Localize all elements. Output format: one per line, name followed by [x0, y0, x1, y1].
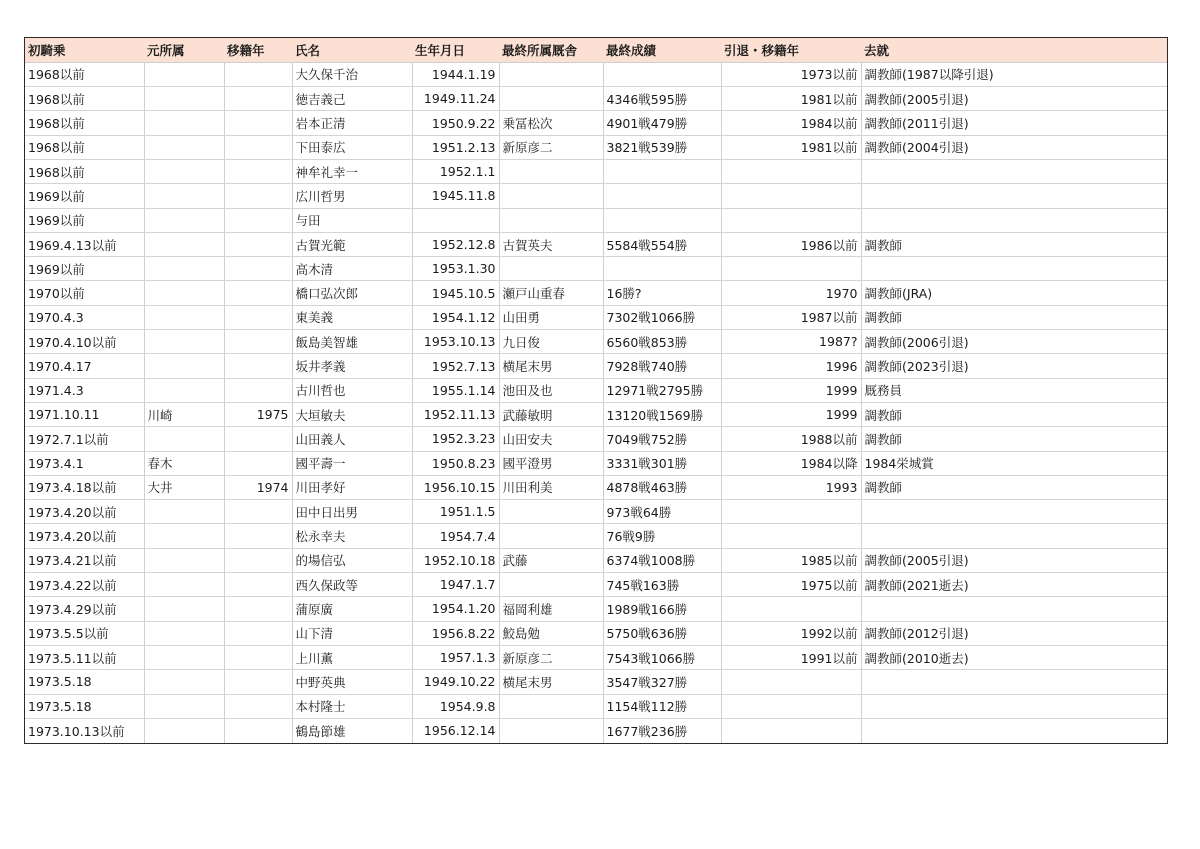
cell-retire-year[interactable]: 1993: [721, 475, 861, 499]
cell-name[interactable]: 神牟礼幸一: [292, 159, 412, 183]
cell-retire-year[interactable]: [721, 159, 861, 183]
cell-last-stable[interactable]: 新原彦二: [499, 645, 603, 669]
cell-last-stable[interactable]: 鮫島勉: [499, 621, 603, 645]
cell-transfer-year[interactable]: [224, 62, 292, 86]
cell-birth-date[interactable]: 1950.8.23: [412, 451, 499, 475]
cell-first-ride[interactable]: 1968以前: [25, 135, 144, 159]
cell-birth-date[interactable]: 1951.2.13: [412, 135, 499, 159]
table-row: [25, 354, 1167, 378]
cell-birth-date[interactable]: 1949.10.22: [412, 670, 499, 694]
cell-transfer-year[interactable]: [224, 597, 292, 621]
cell-last-stable[interactable]: 乗冨松次: [499, 111, 603, 135]
cell-last-stable[interactable]: [499, 694, 603, 718]
cell-name[interactable]: 本村隆士: [292, 694, 412, 718]
cell-final-record[interactable]: 13120戦1569勝: [603, 402, 721, 426]
cell-final-record[interactable]: 7928戦740勝: [603, 354, 721, 378]
cell-retire-year[interactable]: [721, 500, 861, 524]
cell-retire-year[interactable]: [721, 718, 861, 742]
cell-former-affiliation[interactable]: [144, 597, 224, 621]
cell-name[interactable]: 東美義: [292, 305, 412, 329]
cell-career-after[interactable]: 調教師(2005引退): [861, 87, 1167, 111]
cell-transfer-year[interactable]: [224, 330, 292, 354]
table-row: [25, 597, 1167, 621]
cell-birth-date[interactable]: 1953.1.30: [412, 257, 499, 281]
cell-birth-date[interactable]: 1954.1.12: [412, 305, 499, 329]
cell-former-affiliation[interactable]: [144, 500, 224, 524]
cell-transfer-year[interactable]: [224, 281, 292, 305]
table-row: [25, 451, 1167, 475]
cell-first-ride[interactable]: 1971.4.3: [25, 378, 144, 402]
cell-career-after[interactable]: 調教師: [861, 427, 1167, 451]
cell-name[interactable]: 下田泰広: [292, 135, 412, 159]
cell-name[interactable]: 國平壽一: [292, 451, 412, 475]
header-career-after[interactable]: 去就: [861, 38, 1167, 62]
table-row: [25, 500, 1167, 524]
cell-birth-date[interactable]: 1952.10.18: [412, 548, 499, 572]
cell-transfer-year[interactable]: [224, 573, 292, 597]
table-row: [25, 475, 1167, 499]
cell-last-stable[interactable]: [499, 159, 603, 183]
header-last-stable[interactable]: 最終所属厩舎: [499, 38, 603, 62]
cell-last-stable[interactable]: 瀬戸山重春: [499, 281, 603, 305]
cell-transfer-year[interactable]: [224, 718, 292, 742]
cell-retire-year[interactable]: 1999: [721, 402, 861, 426]
cell-birth-date[interactable]: 1954.9.8: [412, 694, 499, 718]
cell-final-record[interactable]: 3547戦327勝: [603, 670, 721, 694]
cell-final-record[interactable]: 4901戦479勝: [603, 111, 721, 135]
cell-final-record[interactable]: 745戦163勝: [603, 573, 721, 597]
cell-birth-date[interactable]: 1944.1.19: [412, 62, 499, 86]
header-retire-year[interactable]: 引退・移籍年: [721, 38, 861, 62]
cell-career-after[interactable]: 厩務員: [861, 378, 1167, 402]
header-first-ride[interactable]: 初騎乗: [25, 38, 144, 62]
cell-transfer-year[interactable]: [224, 378, 292, 402]
cell-former-affiliation[interactable]: [144, 427, 224, 451]
cell-first-ride[interactable]: 1968以前: [25, 62, 144, 86]
cell-first-ride[interactable]: 1973.5.11以前: [25, 645, 144, 669]
cell-first-ride[interactable]: 1973.4.29以前: [25, 597, 144, 621]
cell-career-after[interactable]: [861, 718, 1167, 742]
cell-career-after[interactable]: 調教師(1987以降引退): [861, 62, 1167, 86]
cell-final-record[interactable]: 76戦9勝: [603, 524, 721, 548]
table-row: [25, 62, 1167, 86]
cell-former-affiliation[interactable]: [144, 621, 224, 645]
cell-former-affiliation[interactable]: 春木: [144, 451, 224, 475]
cell-first-ride[interactable]: 1973.4.20以前: [25, 500, 144, 524]
cell-final-record[interactable]: [603, 208, 721, 232]
cell-retire-year[interactable]: 1981以前: [721, 87, 861, 111]
cell-name[interactable]: 山下清: [292, 621, 412, 645]
table-row: [25, 135, 1167, 159]
cell-transfer-year[interactable]: [224, 694, 292, 718]
cell-career-after[interactable]: 調教師(2010逝去): [861, 645, 1167, 669]
cell-retire-year[interactable]: 1988以前: [721, 427, 861, 451]
cell-former-affiliation[interactable]: [144, 281, 224, 305]
cell-career-after[interactable]: 調教師(2011引退): [861, 111, 1167, 135]
cell-first-ride[interactable]: 1968以前: [25, 111, 144, 135]
cell-name[interactable]: 大垣敏夫: [292, 402, 412, 426]
cell-name[interactable]: 飯島美智雄: [292, 330, 412, 354]
cell-birth-date[interactable]: 1953.10.13: [412, 330, 499, 354]
cell-retire-year[interactable]: 1984以降: [721, 451, 861, 475]
table-row: [25, 427, 1167, 451]
cell-career-after[interactable]: [861, 524, 1167, 548]
cell-name[interactable]: 川田孝好: [292, 475, 412, 499]
cell-former-affiliation[interactable]: [144, 548, 224, 572]
cell-final-record[interactable]: 7302戦1066勝: [603, 305, 721, 329]
cell-former-affiliation[interactable]: [144, 135, 224, 159]
cell-last-stable[interactable]: 池田及也: [499, 378, 603, 402]
cell-birth-date[interactable]: 1949.11.24: [412, 87, 499, 111]
cell-name[interactable]: 古賀光範: [292, 232, 412, 256]
cell-former-affiliation[interactable]: [144, 257, 224, 281]
cell-first-ride[interactable]: 1972.7.1以前: [25, 427, 144, 451]
cell-name[interactable]: 古川哲也: [292, 378, 412, 402]
cell-first-ride[interactable]: 1968以前: [25, 87, 144, 111]
cell-name[interactable]: 上川薫: [292, 645, 412, 669]
cell-name[interactable]: 松永幸夫: [292, 524, 412, 548]
cell-final-record[interactable]: 7049戦752勝: [603, 427, 721, 451]
cell-career-after[interactable]: 調教師(JRA): [861, 281, 1167, 305]
cell-final-record[interactable]: 1677戦236勝: [603, 718, 721, 742]
table-row: [25, 718, 1167, 742]
cell-birth-date[interactable]: 1952.12.8: [412, 232, 499, 256]
cell-name[interactable]: 山田義人: [292, 427, 412, 451]
cell-last-stable[interactable]: [499, 257, 603, 281]
cell-final-record[interactable]: 4346戦595勝: [603, 87, 721, 111]
cell-retire-year[interactable]: 1970: [721, 281, 861, 305]
cell-last-stable[interactable]: 武藤敏明: [499, 402, 603, 426]
cell-career-after[interactable]: 調教師(2005引退): [861, 548, 1167, 572]
cell-birth-date[interactable]: 1950.9.22: [412, 111, 499, 135]
cell-last-stable[interactable]: [499, 718, 603, 742]
cell-last-stable[interactable]: 武藤: [499, 548, 603, 572]
cell-name[interactable]: 岩本正清: [292, 111, 412, 135]
cell-career-after[interactable]: [861, 670, 1167, 694]
cell-first-ride[interactable]: 1973.4.21以前: [25, 548, 144, 572]
cell-final-record[interactable]: 3821戦539勝: [603, 135, 721, 159]
table-body: [25, 62, 1167, 742]
header-name[interactable]: 氏名: [292, 38, 412, 62]
cell-last-stable[interactable]: [499, 524, 603, 548]
cell-birth-date[interactable]: 1954.7.4: [412, 524, 499, 548]
table-row: [25, 645, 1167, 669]
header-final-record[interactable]: 最終成績: [603, 38, 721, 62]
header-former-affiliation[interactable]: 元所属: [144, 38, 224, 62]
cell-retire-year[interactable]: 1992以前: [721, 621, 861, 645]
cell-name[interactable]: 橋口弘次郎: [292, 281, 412, 305]
cell-name[interactable]: 広川哲男: [292, 184, 412, 208]
cell-last-stable[interactable]: 山田安夫: [499, 427, 603, 451]
cell-first-ride[interactable]: 1969以前: [25, 184, 144, 208]
table-row: [25, 159, 1167, 183]
cell-first-ride[interactable]: 1973.4.22以前: [25, 573, 144, 597]
cell-transfer-year[interactable]: [224, 184, 292, 208]
cell-birth-date[interactable]: 1945.11.8: [412, 184, 499, 208]
table-row: [25, 378, 1167, 402]
cell-transfer-year[interactable]: [224, 524, 292, 548]
cell-career-after[interactable]: 調教師: [861, 402, 1167, 426]
cell-transfer-year[interactable]: [224, 621, 292, 645]
cell-retire-year[interactable]: 1986以前: [721, 232, 861, 256]
cell-former-affiliation[interactable]: 川崎: [144, 402, 224, 426]
cell-career-after[interactable]: 調教師: [861, 232, 1167, 256]
cell-first-ride[interactable]: 1968以前: [25, 159, 144, 183]
cell-transfer-year[interactable]: [224, 111, 292, 135]
cell-last-stable[interactable]: 福岡利雄: [499, 597, 603, 621]
cell-final-record[interactable]: 7543戦1066勝: [603, 645, 721, 669]
cell-transfer-year[interactable]: [224, 451, 292, 475]
cell-birth-date[interactable]: 1956.8.22: [412, 621, 499, 645]
cell-former-affiliation[interactable]: [144, 305, 224, 329]
table-row: [25, 402, 1167, 426]
cell-last-stable[interactable]: 横尾末男: [499, 354, 603, 378]
cell-last-stable[interactable]: 山田勇: [499, 305, 603, 329]
cell-retire-year[interactable]: [721, 670, 861, 694]
table-row: [25, 232, 1167, 256]
cell-first-ride[interactable]: 1970.4.17: [25, 354, 144, 378]
table-row: [25, 184, 1167, 208]
cell-former-affiliation[interactable]: [144, 354, 224, 378]
cell-former-affiliation[interactable]: [144, 573, 224, 597]
cell-retire-year[interactable]: 1987以前: [721, 305, 861, 329]
cell-former-affiliation[interactable]: [144, 62, 224, 86]
table-row: [25, 548, 1167, 572]
table-row: [25, 621, 1167, 645]
cell-birth-date[interactable]: 1947.1.7: [412, 573, 499, 597]
cell-transfer-year[interactable]: [224, 500, 292, 524]
cell-last-stable[interactable]: 川田利美: [499, 475, 603, 499]
cell-name[interactable]: 蒲原廣: [292, 597, 412, 621]
table-row: [25, 694, 1167, 718]
cell-career-after[interactable]: 1984栄城賞: [861, 451, 1167, 475]
cell-name[interactable]: 西久保政等: [292, 573, 412, 597]
cell-retire-year[interactable]: 1981以前: [721, 135, 861, 159]
table-row: [25, 670, 1167, 694]
cell-retire-year[interactable]: 1984以前: [721, 111, 861, 135]
table-row: [25, 281, 1167, 305]
cell-career-after[interactable]: 調教師: [861, 305, 1167, 329]
cell-final-record[interactable]: 973戦64勝: [603, 500, 721, 524]
cell-name[interactable]: 高木清: [292, 257, 412, 281]
cell-final-record[interactable]: 16勝?: [603, 281, 721, 305]
cell-last-stable[interactable]: 國平澄男: [499, 451, 603, 475]
table-row: [25, 257, 1167, 281]
cell-career-after[interactable]: [861, 159, 1167, 183]
cell-former-affiliation[interactable]: [144, 718, 224, 742]
cell-final-record[interactable]: [603, 159, 721, 183]
cell-first-ride[interactable]: 1971.10.11: [25, 402, 144, 426]
cell-final-record[interactable]: 3331戦301勝: [603, 451, 721, 475]
cell-career-after[interactable]: 調教師(2021逝去): [861, 573, 1167, 597]
cell-last-stable[interactable]: 横尾末男: [499, 670, 603, 694]
cell-birth-date[interactable]: 1954.1.20: [412, 597, 499, 621]
cell-birth-date[interactable]: 1957.1.3: [412, 645, 499, 669]
cell-retire-year[interactable]: 1991以前: [721, 645, 861, 669]
cell-retire-year[interactable]: 1987?: [721, 330, 861, 354]
cell-former-affiliation[interactable]: [144, 330, 224, 354]
cell-last-stable[interactable]: [499, 87, 603, 111]
cell-first-ride[interactable]: 1969以前: [25, 257, 144, 281]
cell-transfer-year[interactable]: [224, 548, 292, 572]
cell-birth-date[interactable]: 1952.1.1: [412, 159, 499, 183]
cell-final-record[interactable]: 1989戦166勝: [603, 597, 721, 621]
cell-first-ride[interactable]: 1970.4.3: [25, 305, 144, 329]
cell-last-stable[interactable]: [499, 62, 603, 86]
table-row: [25, 573, 1167, 597]
cell-first-ride[interactable]: 1973.10.13以前: [25, 718, 144, 742]
cell-former-affiliation[interactable]: 大井: [144, 475, 224, 499]
jockey-table-sheet: [24, 37, 1168, 744]
header-row: [25, 38, 1167, 62]
table-row: [25, 111, 1167, 135]
cell-career-after[interactable]: 調教師(2023引退): [861, 354, 1167, 378]
cell-last-stable[interactable]: 九日俊: [499, 330, 603, 354]
cell-birth-date[interactable]: 1955.1.14: [412, 378, 499, 402]
cell-first-ride[interactable]: 1973.4.18以前: [25, 475, 144, 499]
table-row: [25, 330, 1167, 354]
cell-former-affiliation[interactable]: [144, 208, 224, 232]
cell-final-record[interactable]: 12971戦2795勝: [603, 378, 721, 402]
cell-final-record[interactable]: 6374戦1008勝: [603, 548, 721, 572]
cell-career-after[interactable]: 調教師(2006引退): [861, 330, 1167, 354]
cell-career-after[interactable]: [861, 500, 1167, 524]
header-birth-date[interactable]: 生年月日: [412, 38, 499, 62]
cell-birth-date[interactable]: 1952.3.23: [412, 427, 499, 451]
table-row: [25, 208, 1167, 232]
cell-birth-date[interactable]: 1956.12.14: [412, 718, 499, 742]
cell-retire-year[interactable]: [721, 184, 861, 208]
cell-transfer-year[interactable]: [224, 354, 292, 378]
cell-final-record[interactable]: 5750戦636勝: [603, 621, 721, 645]
cell-former-affiliation[interactable]: [144, 87, 224, 111]
cell-birth-date[interactable]: 1952.7.13: [412, 354, 499, 378]
cell-career-after[interactable]: [861, 208, 1167, 232]
cell-final-record[interactable]: [603, 184, 721, 208]
cell-former-affiliation[interactable]: [144, 232, 224, 256]
cell-name[interactable]: 的場信弘: [292, 548, 412, 572]
cell-final-record[interactable]: 6560戦853勝: [603, 330, 721, 354]
cell-transfer-year[interactable]: [224, 645, 292, 669]
cell-former-affiliation[interactable]: [144, 645, 224, 669]
cell-transfer-year[interactable]: [224, 305, 292, 329]
cell-last-stable[interactable]: [499, 208, 603, 232]
cell-retire-year[interactable]: [721, 257, 861, 281]
cell-last-stable[interactable]: [499, 573, 603, 597]
cell-first-ride[interactable]: 1970以前: [25, 281, 144, 305]
table-row: [25, 524, 1167, 548]
jockey-table: [25, 38, 1167, 743]
cell-career-after[interactable]: [861, 257, 1167, 281]
cell-name[interactable]: 大久保千治: [292, 62, 412, 86]
cell-name[interactable]: 徳吉義己: [292, 87, 412, 111]
cell-first-ride[interactable]: 1969以前: [25, 208, 144, 232]
cell-former-affiliation[interactable]: [144, 670, 224, 694]
cell-former-affiliation[interactable]: [144, 159, 224, 183]
cell-transfer-year[interactable]: [224, 208, 292, 232]
cell-transfer-year[interactable]: 1974: [224, 475, 292, 499]
cell-retire-year[interactable]: 1996: [721, 354, 861, 378]
cell-first-ride[interactable]: 1973.5.18: [25, 694, 144, 718]
cell-transfer-year[interactable]: 1975: [224, 402, 292, 426]
cell-first-ride[interactable]: 1970.4.10以前: [25, 330, 144, 354]
cell-career-after[interactable]: 調教師(2004引退): [861, 135, 1167, 159]
cell-retire-year[interactable]: 1975以前: [721, 573, 861, 597]
cell-former-affiliation[interactable]: [144, 111, 224, 135]
cell-transfer-year[interactable]: [224, 670, 292, 694]
cell-last-stable[interactable]: [499, 184, 603, 208]
cell-last-stable[interactable]: 新原彦二: [499, 135, 603, 159]
cell-transfer-year[interactable]: [224, 87, 292, 111]
cell-final-record[interactable]: 1154戦112勝: [603, 694, 721, 718]
cell-birth-date[interactable]: 1945.10.5: [412, 281, 499, 305]
cell-transfer-year[interactable]: [224, 427, 292, 451]
cell-first-ride[interactable]: 1973.5.18: [25, 670, 144, 694]
cell-final-record[interactable]: [603, 257, 721, 281]
cell-retire-year[interactable]: [721, 524, 861, 548]
cell-last-stable[interactable]: [499, 500, 603, 524]
cell-first-ride[interactable]: 1973.4.1: [25, 451, 144, 475]
cell-first-ride[interactable]: 1973.5.5以前: [25, 621, 144, 645]
cell-birth-date[interactable]: 1952.11.13: [412, 402, 499, 426]
cell-retire-year[interactable]: [721, 208, 861, 232]
cell-name[interactable]: 与田: [292, 208, 412, 232]
cell-retire-year[interactable]: 1985以前: [721, 548, 861, 572]
cell-final-record[interactable]: 4878戦463勝: [603, 475, 721, 499]
cell-career-after[interactable]: 調教師: [861, 475, 1167, 499]
cell-retire-year[interactable]: 1973以前: [721, 62, 861, 86]
cell-transfer-year[interactable]: [224, 159, 292, 183]
cell-first-ride[interactable]: 1973.4.20以前: [25, 524, 144, 548]
header-transfer-year[interactable]: 移籍年: [224, 38, 292, 62]
cell-retire-year[interactable]: 1999: [721, 378, 861, 402]
cell-name[interactable]: 田中日出男: [292, 500, 412, 524]
cell-retire-year[interactable]: [721, 694, 861, 718]
cell-transfer-year[interactable]: [224, 232, 292, 256]
cell-birth-date[interactable]: [412, 208, 499, 232]
cell-name[interactable]: 坂井孝義: [292, 354, 412, 378]
cell-final-record[interactable]: 5584戦554勝: [603, 232, 721, 256]
cell-final-record[interactable]: [603, 62, 721, 86]
cell-last-stable[interactable]: 古賀英夫: [499, 232, 603, 256]
cell-birth-date[interactable]: 1956.10.15: [412, 475, 499, 499]
cell-birth-date[interactable]: 1951.1.5: [412, 500, 499, 524]
cell-career-after[interactable]: [861, 597, 1167, 621]
table-row: [25, 305, 1167, 329]
cell-former-affiliation[interactable]: [144, 378, 224, 402]
cell-career-after[interactable]: 調教師(2012引退): [861, 621, 1167, 645]
cell-name[interactable]: 鶴島節雄: [292, 718, 412, 742]
cell-transfer-year[interactable]: [224, 135, 292, 159]
cell-career-after[interactable]: [861, 694, 1167, 718]
cell-first-ride[interactable]: 1969.4.13以前: [25, 232, 144, 256]
cell-former-affiliation[interactable]: [144, 524, 224, 548]
cell-former-affiliation[interactable]: [144, 184, 224, 208]
table-row: [25, 87, 1167, 111]
cell-career-after[interactable]: [861, 184, 1167, 208]
cell-retire-year[interactable]: [721, 597, 861, 621]
cell-former-affiliation[interactable]: [144, 694, 224, 718]
cell-name[interactable]: 中野英典: [292, 670, 412, 694]
cell-transfer-year[interactable]: [224, 257, 292, 281]
